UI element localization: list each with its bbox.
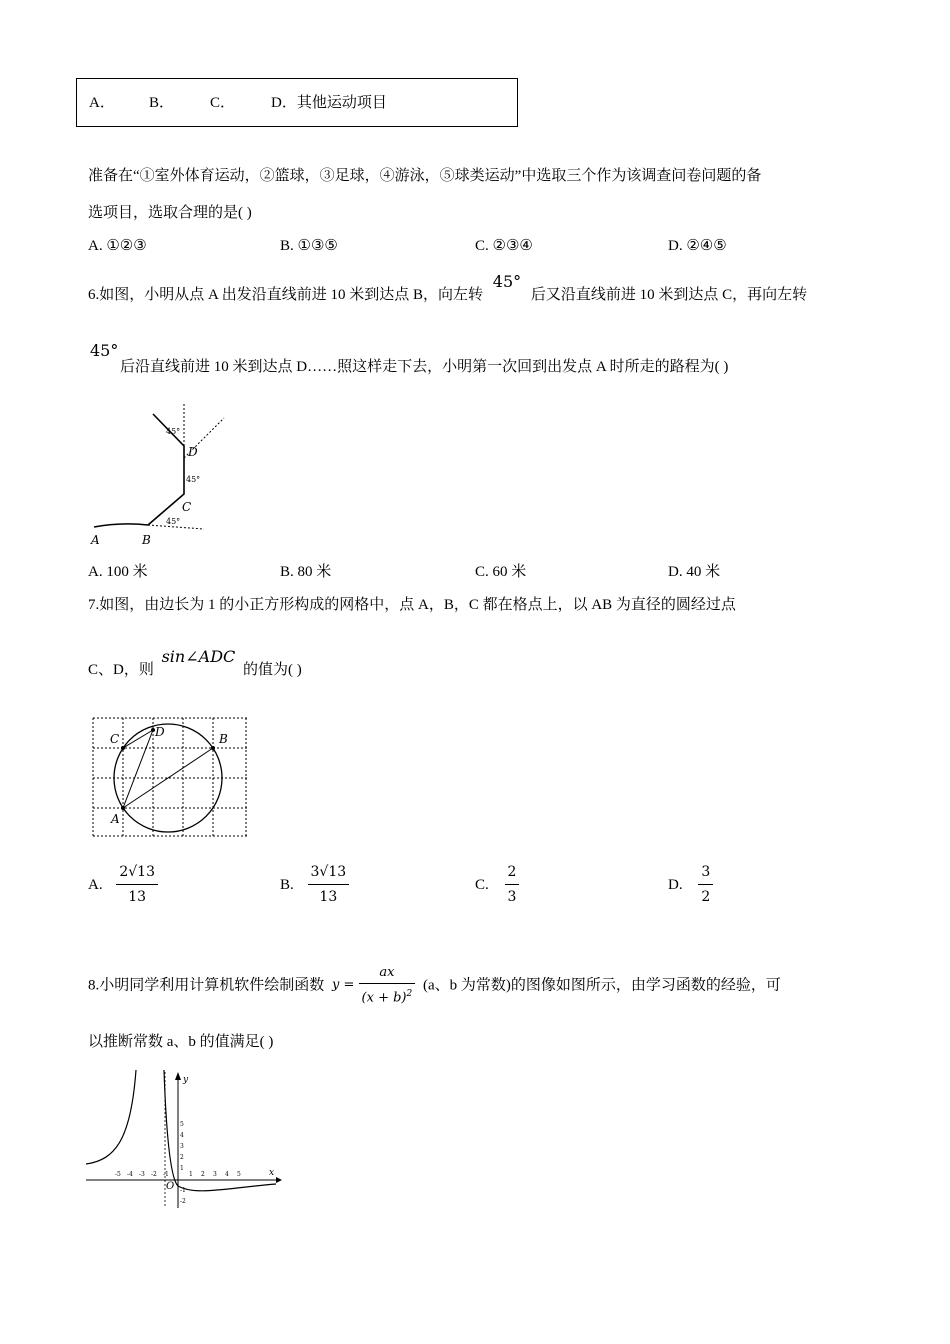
q6-option-a: A. 100 米 <box>88 564 148 580</box>
q6-angle-2: 45° <box>90 341 119 360</box>
box-item-c: C． <box>210 95 236 111</box>
q8-y-tick: 2 <box>180 1154 184 1161</box>
q5-text-line2: 选项目，选取合理的是( ) <box>88 205 252 221</box>
q5-text-line1: 准备在“①室外体育运动，②篮球，③足球，④游泳，⑤球类运动”中选取三个作为该调查问卷问题的备 <box>88 168 762 184</box>
q6-text-line1 <box>88 272 808 305</box>
q7-sin-expression: sin∠ADC <box>161 647 236 666</box>
q8-x-tick: 3 <box>213 1171 217 1178</box>
q5-option-a: A. ①②③ <box>88 238 147 254</box>
q7-text-part2: 的值为( ) <box>243 662 302 678</box>
q6-angle-label-mid: 45° <box>186 475 201 484</box>
q7-label-a: A <box>111 812 120 826</box>
q7-option-c <box>475 862 519 907</box>
q8-origin-label: O <box>166 1181 175 1192</box>
q7-label-d: D <box>155 725 165 739</box>
q6-angle-label-top: 45° <box>166 427 181 436</box>
q7-option-a-letter: A. <box>88 876 103 893</box>
q6-text-part1: 6.如图，小明从点 A 出发沿直线前进 10 米到达点 B，向左转 <box>88 287 484 303</box>
q6-label-b: B <box>142 533 151 547</box>
q6-angle-label-bottom: 45° <box>166 517 181 526</box>
q6-option-d: D. 40 米 <box>668 564 721 580</box>
q8-x-tick: -3 <box>139 1171 145 1178</box>
q6-label-a: A <box>91 533 100 547</box>
q8-x-tick: 1 <box>189 1171 193 1178</box>
q7-option-b-letter: B. <box>280 876 294 893</box>
q8-x-tick: 5 <box>237 1171 241 1178</box>
q7-option-d-denominator: 2 <box>701 889 711 905</box>
q8-function-lhs: y = <box>332 977 355 993</box>
q6-figure <box>86 398 236 550</box>
q8-text-part1: 8.小明同学利用计算机软件绘制函数 <box>88 977 325 994</box>
q8-function-denominator <box>359 984 416 1006</box>
q7-option-d-numerator: 3 <box>698 862 713 885</box>
q8-function-denominator-base: (x + b) <box>361 990 407 1006</box>
q7-option-b-fraction <box>308 862 350 907</box>
q7-option-d-fraction <box>698 862 713 907</box>
q8-y-tick: -1 <box>180 1187 186 1194</box>
q7-text-line1: 7.如图，由边长为 1 的小正方形构成的网格中，点 A，B，C 都在格点上，以 AB 为直径的圆经过点 <box>88 597 736 613</box>
q8-y-tick: 4 <box>180 1132 184 1139</box>
q8-axis-label-x: x <box>269 1168 275 1178</box>
box-item-d: D．其他运动项目 <box>271 95 387 111</box>
q8-x-tick: -5 <box>115 1171 121 1178</box>
q7-option-b-denominator: 13 <box>319 889 338 905</box>
q8-function <box>332 965 415 1006</box>
q7-option-a-denominator: 13 <box>128 889 147 905</box>
q7-label-c: C <box>110 732 120 746</box>
q7-option-d-letter: D. <box>668 876 683 893</box>
q8-text-part2: (a、b 为常数)的图像如图所示，由学习函数的经验，可 <box>422 977 781 994</box>
q6-text-line2: 后沿直线前进 10 米到达点 D……照这样走下去，小明第一次回到出发点 A 时所走的路程为( ) <box>120 359 729 375</box>
q6-option-c: C. 60 米 <box>475 564 527 580</box>
q8-y-tick: 1 <box>180 1165 184 1172</box>
q6-text-part2: 后又沿直线前进 10 米到达点 C，再向左转 <box>530 287 808 303</box>
options-box <box>76 78 518 127</box>
q8-y-tick: -2 <box>180 1198 186 1205</box>
q7-text-part1: C、D，则 <box>88 662 154 678</box>
q8-y-tick: 5 <box>180 1121 184 1128</box>
q8-x-tick: 4 <box>225 1171 229 1178</box>
q7-option-d <box>668 862 713 907</box>
q7-text-line2 <box>88 647 302 680</box>
box-item-a: A． <box>89 95 115 111</box>
q8-function-exponent: 2 <box>406 988 413 999</box>
q7-option-a-fraction <box>116 862 158 907</box>
q8-function-numerator: ax <box>359 965 416 984</box>
q5-option-b: B. ①③⑤ <box>280 238 338 254</box>
q7-option-a <box>88 862 158 907</box>
q8-text-line2: 以推断常数 a、b 的值满足( ) <box>88 1034 274 1050</box>
q8-function-fraction <box>359 965 416 1006</box>
q7-option-b <box>280 862 349 907</box>
q7-option-c-numerator: 2 <box>505 862 520 885</box>
q5-option-c: C. ②③④ <box>475 238 533 254</box>
q8-x-tick: -4 <box>127 1171 133 1178</box>
q6-label-c: C <box>182 500 192 514</box>
q7-option-c-denominator: 3 <box>507 889 517 905</box>
q7-option-a-numerator: 2√13 <box>116 862 158 885</box>
q6-option-b: B. 80 米 <box>280 564 332 580</box>
q8-text-line1 <box>88 960 781 1010</box>
q8-figure <box>86 1068 282 1212</box>
q8-x-tick: -1 <box>163 1171 169 1178</box>
q7-label-b: B <box>219 732 228 746</box>
q7-option-b-numerator: 3√13 <box>308 862 350 885</box>
q5-option-d: D. ②④⑤ <box>668 238 727 254</box>
q7-option-c-fraction <box>505 862 520 907</box>
q8-y-tick: 3 <box>180 1143 184 1150</box>
q6-label-d: D <box>188 445 198 459</box>
q7-figure <box>91 716 251 840</box>
q8-x-tick: -2 <box>151 1171 157 1178</box>
q8-x-tick: 2 <box>201 1171 205 1178</box>
box-item-b: B． <box>149 95 175 111</box>
q8-axis-label-y: y <box>183 1075 189 1085</box>
q7-option-c-letter: C. <box>475 876 489 893</box>
q6-angle-1: 45° <box>492 272 522 291</box>
